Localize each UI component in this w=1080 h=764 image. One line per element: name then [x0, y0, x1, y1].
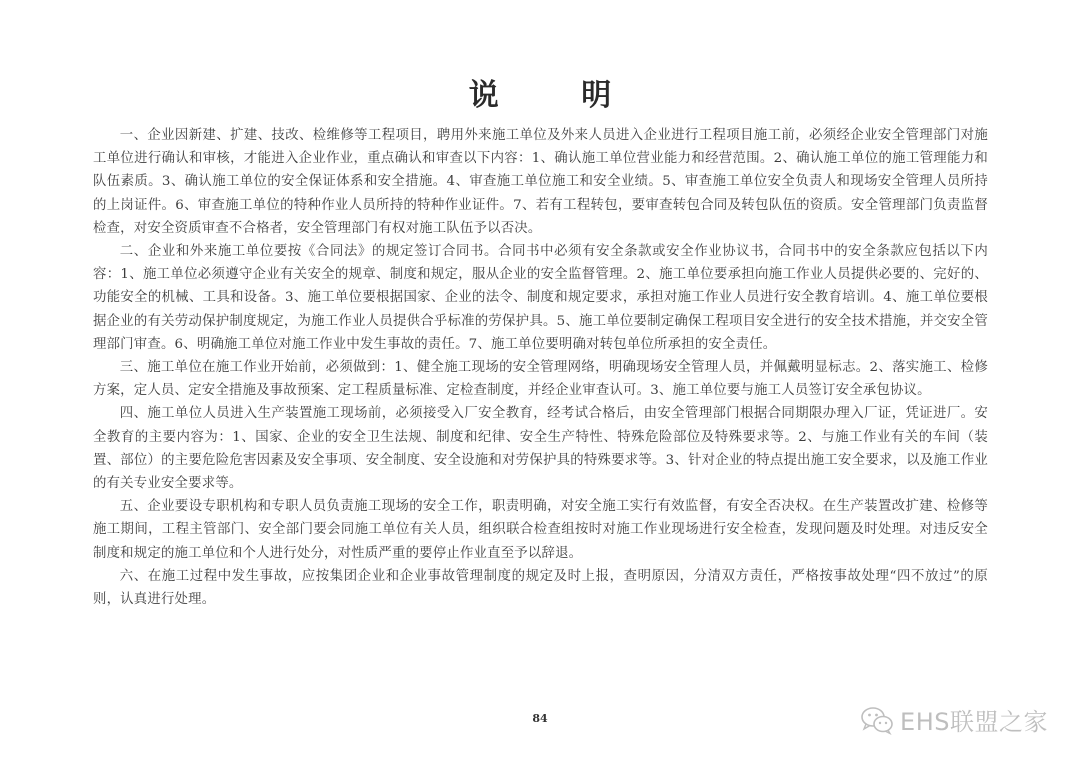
page-number: 84: [532, 712, 548, 725]
paragraph-1: 一、企业因新建、扩建、技改、检维修等工程项目，聘用外来施工单位及外来人员进入企业进行工程项目施工前，必须经企业安全管理部门对施工单位进行确认和审核，才能进入企业作业，重点确认和审查以下内容：1、确认施工单位营业能力和经营范围。2、确认施工单位的施工管理能力和队伍素质。3、确认施工单位的安全保证体系和安全措施。4、审查施工单位施工和安全业绩。5、审查施工单位安全负责人和现场安全管理人员所持的上岗证件。6、审查施工单位的特种作业人员所持的特种作业证件。7、若有工程转包，要审查转包合同及转包队伍的资质。安全管理部门负责监督检查，对安全资质审查不合格者，安全管理部门有权对施工队伍予以否决。: [93, 128, 988, 236]
paragraph-6: 六、在施工过程中发生事故，应按集团企业和企业事故管理制度的规定及时上报，查明原因，分清双方责任，严格按事故处理“四不放过”的原则，认真进行处理。: [93, 568, 988, 608]
paragraph-2: 二、企业和外来施工单位要按《合同法》的规定签订合同书。合同书中必须有安全条款或安全作业协议书，合同书中的安全条款应包括以下内容：1、施工单位必须遵守企业有关安全的规章、制度和规定，服从企业的安全监督管理。2、施工单位要承担向施工作业人员提供必要的、完好的、功能安全的机械、工具和设备。3、施工单位要根据国家、企业的法令、制度和规定要求，承担对施工作业人员进行安全教育培训。4、施工单位要根据企业的有关劳动保护制度规定，为施工作业人员提供合乎标准的劳保护具。5、施工单位要制定确保工程项目安全进行的安全技术措施，并交安全管理部门审查。6、明确施工单位对施工作业中发生事故的责任。7、施工单位要明确对转包单位所承担的安全责任。: [93, 244, 988, 352]
watermark: [860, 702, 1048, 737]
paragraph-3: 三、施工单位在施工作业开始前，必须做到：1、健全施工现场的安全管理网络，明确现场安全管理人员，并佩戴明显标志。2、落实施工、检修方案，定人员、定安全措施及事故预案、定工程质量标准、定检查制度，并经企业审查认可。3、施工单位要与施工人员签订安全承包协议。: [93, 360, 988, 399]
paragraph-5: 五、企业要设专职机构和专职人员负责施工现场的安全工作，职责明确，对安全施工实行有效监督，有安全否决权。在生产装置改扩建、检修等施工期间，工程主管部门、安全部门要会同施工单位有关人员，组织联合检查组按时对施工作业现场进行安全检查，发现问题及时处理。对违反安全制度和规定的施工单位和个人进行处分，对性质严重的要停止作业直至予以辞退。: [93, 499, 988, 561]
paragraph-4: 四、施工单位人员进入生产装置施工现场前，必须接受入厂安全教育，经考试合格后，由安全管理部门根据合同期限办理入厂证，凭证进厂。安全教育的主要内容为：1、国家、企业的安全卫生法规、制度和纪律、安全生产特性、特殊危险部位及特殊要求等。2、与施工作业有关的车间（装置、部位）的主要危险危害因素及安全事项、安全制度、安全设施和对劳保护具的特殊要求等。3、针对企业的特点提出施工安全要求，以及施工作业的有关专业安全要求等。: [93, 406, 988, 492]
watermark-text: EHS联盟之家: [900, 708, 1048, 736]
wechat-icon: [860, 705, 894, 735]
document-body: [93, 124, 988, 611]
page-title: 说 明: [468, 78, 648, 113]
